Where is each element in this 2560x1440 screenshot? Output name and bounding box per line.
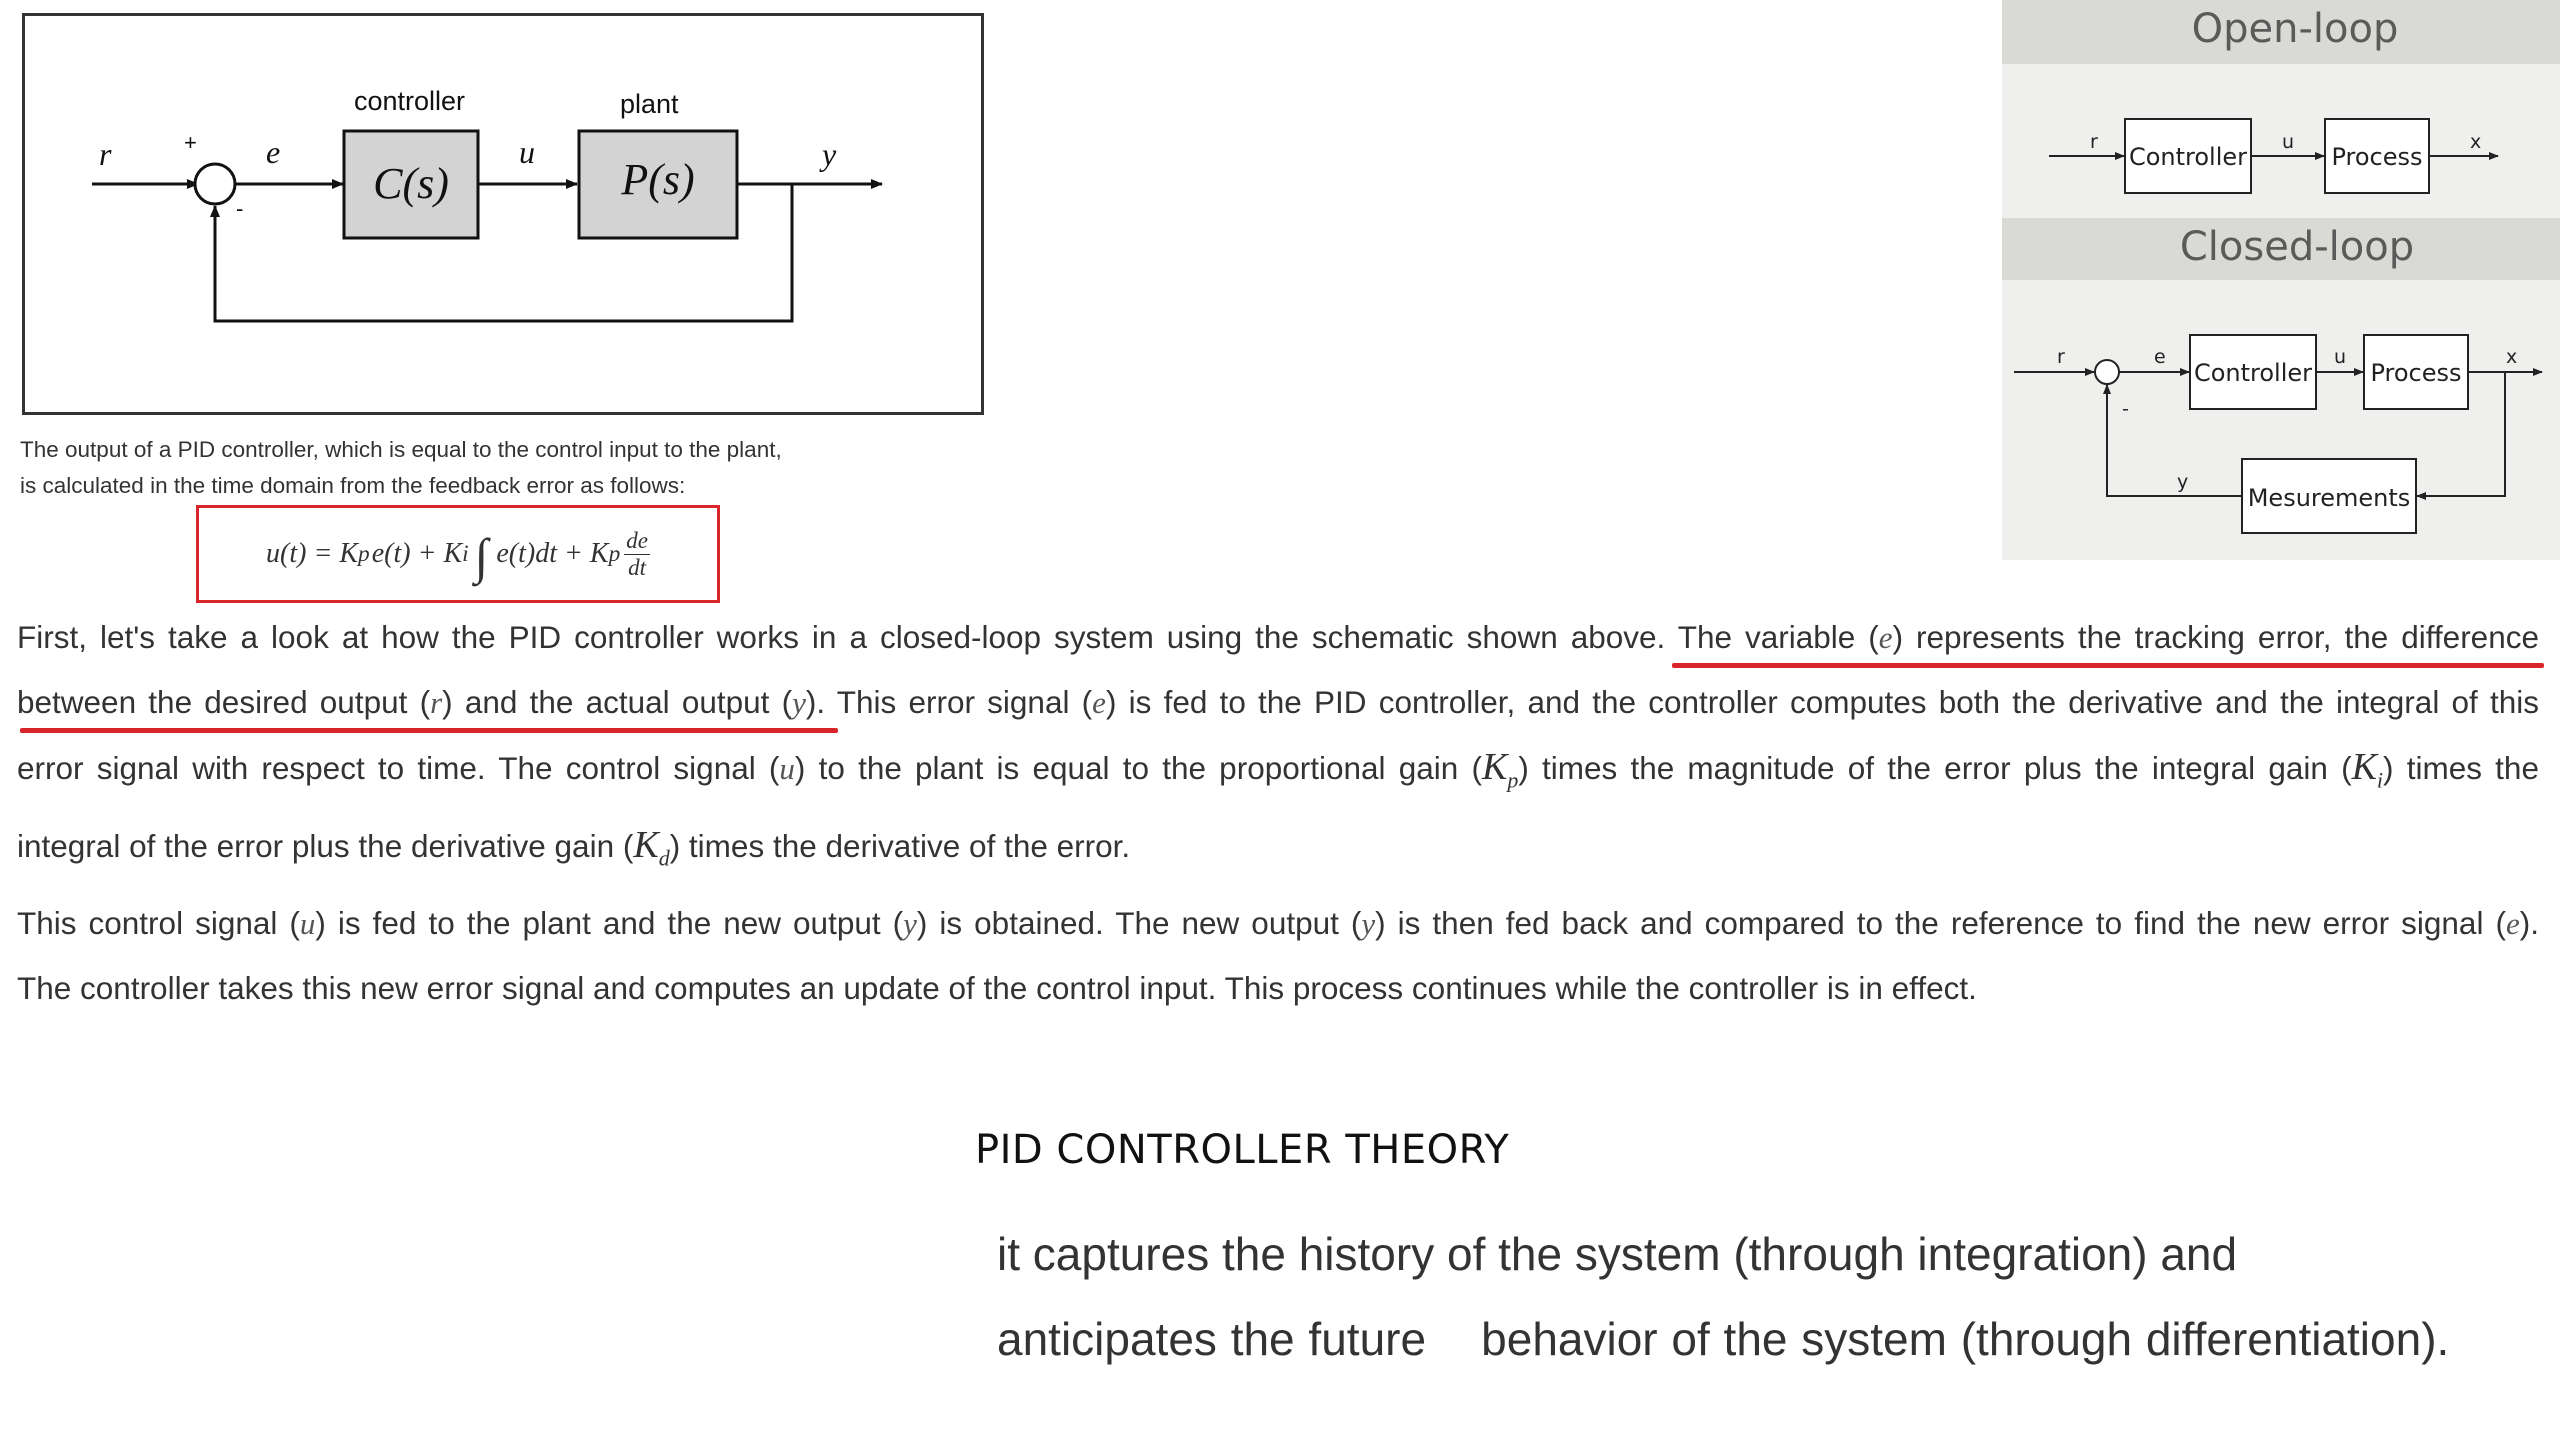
para2-text: This control signal ( bbox=[17, 905, 300, 941]
para1-text: ) times the magnitude of the error plus the integral gain ( bbox=[1518, 750, 2352, 786]
var-e: e bbox=[1092, 685, 1106, 720]
quote-line-1: it captures the history of the system (through integration) and bbox=[997, 1228, 2238, 1280]
para1-text: between the desired output ( bbox=[17, 684, 431, 720]
sub-i: i bbox=[2376, 767, 2384, 793]
measurements-label: Mesurements bbox=[2247, 484, 2411, 512]
plus-sign: + bbox=[184, 130, 197, 155]
formula-sub-p-2: p bbox=[608, 540, 621, 567]
var-kd bbox=[633, 823, 670, 871]
plant-transfer-label: P(s) bbox=[621, 155, 695, 204]
summing-junction bbox=[195, 164, 235, 204]
open-process-label: Process bbox=[2331, 143, 2423, 171]
para1-line-1 bbox=[17, 605, 2539, 670]
var-k: K bbox=[2351, 746, 2377, 788]
explanation-paragraph-1 bbox=[17, 605, 2539, 890]
pid-formula-box bbox=[196, 505, 720, 603]
y-label: y bbox=[822, 136, 837, 172]
para1-text: ) is fed to the PID controller, and the controller computes both the derivative and the integral of this bbox=[1105, 684, 2540, 720]
para2-line-2: The controller takes this new error signal and computes an update of the control input. This process continues while the controller is in effect. bbox=[17, 970, 1977, 1006]
closed-controller-label: Controller bbox=[2193, 359, 2313, 387]
r-label: r bbox=[99, 136, 112, 172]
loop-diagrams bbox=[2002, 0, 2560, 560]
var-y: y bbox=[1361, 906, 1376, 941]
var-e: e bbox=[1878, 620, 1893, 655]
caption-line-2: is calculated in the time domain from the feedback error as follows: bbox=[20, 473, 686, 498]
closed-process-label: Process bbox=[2370, 359, 2462, 387]
para2-text: ) is fed to the plant and the new output ( bbox=[315, 905, 904, 941]
closed-summing-junction bbox=[2095, 360, 2119, 384]
formula-lhs: u(t) = K bbox=[266, 538, 359, 569]
para2-text: ). bbox=[2519, 905, 2539, 941]
caption-line-1: The output of a PID controller, which is equal to the control input to the plant, bbox=[20, 437, 782, 462]
open-r-label: r bbox=[2090, 131, 2098, 153]
closed-r-label: r bbox=[2057, 346, 2065, 368]
para1-text: This error signal ( bbox=[825, 684, 1093, 720]
highlight-underline-1 bbox=[1672, 663, 2544, 668]
var-e: e bbox=[2505, 906, 2520, 941]
plant-caption: plant bbox=[620, 89, 679, 119]
highlight-underline-2 bbox=[20, 728, 838, 733]
formula-sub-i: i bbox=[462, 540, 469, 567]
explanation-paragraph-2 bbox=[17, 891, 2539, 1021]
section-title: PID CONTROLLER THEORY bbox=[975, 1127, 1510, 1173]
para1-text: ) times the derivative of the error. bbox=[669, 827, 1131, 864]
closed-loop-title: Closed-loop bbox=[2179, 224, 2415, 270]
integral-sign: ∫ bbox=[474, 528, 489, 584]
para1-line-3 bbox=[17, 735, 2539, 813]
quote-line-2: anticipates the future behavior of the system (through differentiation). bbox=[997, 1313, 2450, 1365]
sub-d: d bbox=[658, 845, 670, 871]
formula-term-1: e(t) + K bbox=[371, 538, 463, 569]
derivative-fraction bbox=[624, 528, 650, 581]
para1-line-4 bbox=[17, 813, 2539, 891]
e-label: e bbox=[266, 134, 281, 170]
para2-text: ) is then fed back and compared to the reference to find the new error signal ( bbox=[1375, 905, 2506, 941]
var-r: r bbox=[430, 685, 443, 720]
closed-x-label: x bbox=[2506, 346, 2518, 368]
closed-e-label: e bbox=[2154, 346, 2166, 368]
formula-sub-p: p bbox=[358, 540, 370, 567]
para1-text: error signal with respect to time. The control signal ( bbox=[17, 750, 780, 786]
var-u: u bbox=[779, 751, 795, 786]
para1-text: integral of the error plus the derivative gain ( bbox=[17, 827, 634, 864]
para1-line-2 bbox=[17, 670, 2539, 735]
var-k: K bbox=[633, 823, 659, 866]
var-k: K bbox=[1481, 746, 1508, 788]
para1-text: ). bbox=[805, 684, 826, 720]
para1-text: ) and the actual output ( bbox=[442, 684, 793, 720]
var-u: u bbox=[299, 906, 316, 941]
closed-u-label: u bbox=[2333, 346, 2347, 368]
para2-text: ) is obtained. The new output ( bbox=[916, 905, 1362, 941]
var-ki bbox=[2351, 746, 2384, 793]
open-x-label: x bbox=[2470, 131, 2482, 153]
var-y: y bbox=[792, 685, 806, 720]
block-diagram bbox=[0, 0, 1000, 430]
fraction-numerator: de bbox=[626, 527, 648, 553]
var-kp bbox=[1481, 746, 1519, 793]
fraction-denominator: dt bbox=[628, 554, 647, 580]
para1-text: ) represents the tracking error, the difference bbox=[1892, 619, 2539, 655]
open-controller-label: Controller bbox=[2128, 143, 2248, 171]
minus-sign: - bbox=[236, 196, 244, 221]
diagram-caption bbox=[20, 432, 900, 504]
closed-minus-label: - bbox=[2122, 398, 2129, 420]
para1-text: ) times the bbox=[2383, 750, 2539, 786]
u-label: u bbox=[519, 134, 535, 170]
open-loop-title: Open-loop bbox=[2191, 6, 2399, 52]
para1-text: The variable ( bbox=[1677, 619, 1879, 655]
open-u-label: u bbox=[2281, 131, 2295, 153]
controller-transfer-label: C(s) bbox=[373, 159, 449, 208]
closed-y-label: y bbox=[2177, 471, 2189, 493]
para2-line-1 bbox=[17, 891, 2539, 956]
controller-caption: controller bbox=[354, 86, 466, 116]
formula-term-2: e(t)dt + K bbox=[496, 538, 609, 569]
para1-text: ) to the plant is equal to the proportional gain ( bbox=[794, 750, 1482, 786]
para1-sentence-1: First, let's take a look at how the PID controller works in a closed-loop system using the schematic shown above. bbox=[17, 619, 1678, 655]
var-y: y bbox=[903, 906, 917, 941]
sub-p: p bbox=[1507, 767, 1519, 793]
